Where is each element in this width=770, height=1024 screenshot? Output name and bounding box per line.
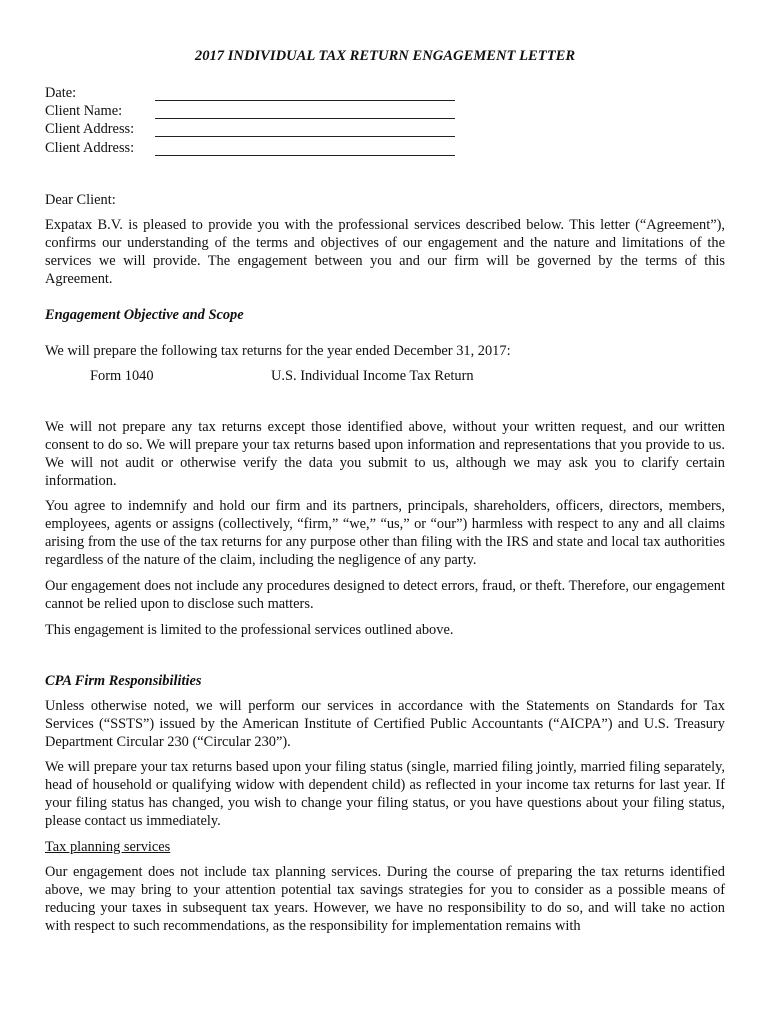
form-name: U.S. Individual Income Tax Return — [271, 368, 474, 384]
scope-paragraph-1: We will not prepare any tax returns except those identified above, without your written request, and our written consent to do so. We will prepare your tax returns based upon information and representations that you provide to us. We will not audit or otherwise verify the data you submit to us, although we may ask you to clarify certain information. — [45, 419, 725, 489]
scope-paragraph-2: You agree to indemnify and hold our firm and its partners, principals, shareholders, officers, directors, members, employees, agents or assigns (collectively, “firm,” “we,” “us,” or “our”) harmless with respect to any and all claims arising from the use of the tax returns for any purpose other than filing with the IRS and state and local tax authorities regardless of the nature of the claim, including the negligence of any party. — [45, 498, 725, 568]
intro-paragraph: Expatax B.V. is pleased to provide you with the professional services described below. This letter (“Agreement”), confirms our understanding of the terms and objectives of our engagement and the nature and limitations of the services we will provide. The engagement between you and our firm will be governed by the terms of this Agreement. — [45, 217, 725, 287]
section-heading-responsibilities: CPA Firm Responsibilities — [45, 673, 202, 689]
client-address-field-2 — [45, 139, 465, 157]
document-title: 2017 INDIVIDUAL TAX RETURN ENGAGEMENT LETTER — [194, 48, 576, 64]
date-label: Date: — [45, 85, 77, 101]
client-address-input-line-1[interactable] — [155, 136, 455, 137]
date-input-line[interactable] — [155, 100, 455, 101]
form-row — [90, 367, 690, 385]
client-name-input-line[interactable] — [155, 118, 455, 119]
section-heading-scope: Engagement Objective and Scope — [45, 307, 244, 323]
scope-lead: We will prepare the following tax returns for the year ended December 31, 2017: — [45, 343, 511, 359]
date-field — [45, 84, 465, 102]
scope-paragraph-4: This engagement is limited to the professional services outlined above. — [45, 622, 454, 638]
responsibilities-paragraph-1: Unless otherwise noted, we will perform our services in accordance with the Statements on Standards for Tax Services (“SSTS”) issued by the American Institute of Certified Public Accountants (“AICPA”) and U.S. Treasury Department Circular 230 (“Circular 230”). — [45, 698, 725, 750]
client-address-field-1 — [45, 120, 465, 138]
scope-paragraph-3: Our engagement does not include any procedures designed to detect errors, fraud, or theft. Therefore, our engagement cannot be relied upon to disclose such matters. — [45, 578, 725, 612]
client-name-label: Client Name: — [45, 103, 123, 119]
client-name-field — [45, 102, 465, 120]
responsibilities-paragraph-2: We will prepare your tax returns based upon your filing status (single, married filing jointly, married filing separately, head of household or qualifying widow with dependent child) as reflected in your income tax returns for last year. If your filing status has changed, you wish to change your filing status, or you have questions about your filing status, please contact us immediately. — [45, 759, 725, 829]
tax-planning-paragraph: Our engagement does not include tax planning services. During the course of preparing the tax returns identified above, we may bring to your attention potential tax savings strategies for you to consider as a possible means of reducing your taxes in subsequent tax years. However, we have no responsibility to do so, and will take no action with respect to such recommendations, as the responsibility for implementation remains with — [45, 864, 725, 934]
client-address-label-2: Client Address: — [45, 140, 135, 156]
salutation: Dear Client: — [45, 192, 116, 208]
tax-planning-subheading: Tax planning services — [45, 839, 171, 855]
client-address-label-1: Client Address: — [45, 121, 135, 137]
form-code: Form 1040 — [90, 368, 154, 384]
client-address-input-line-2[interactable] — [155, 155, 455, 156]
